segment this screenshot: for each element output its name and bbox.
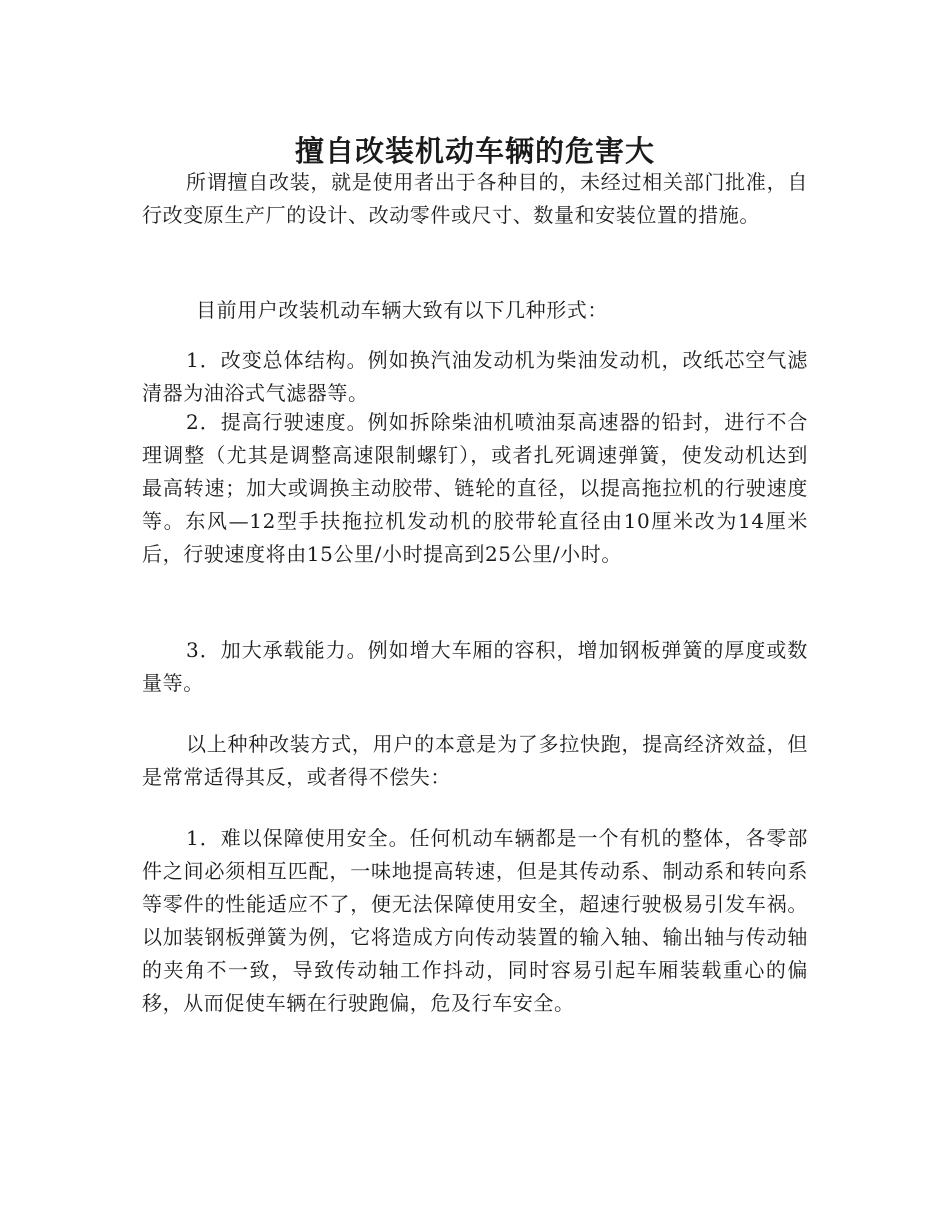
paragraph-form-2: 2．提高行驶速度。例如拆除柴油机喷油泵高速器的铅封，进行不合理调整（尤其是调整高速限制螺钉），或者扎死调速弹簧，使发动机达到最高转速；加大或调换主动胶带、链轮的直径，以提高拖拉机的行驶速度等。东风—12型手扶拖拉机发动机的胶带轮直径由10厘米改为14厘米后，行驶速度将由15公里/小时提高到25公里/小时。 (142, 410, 808, 566)
paragraph-form-3: 3．加大承载能力。例如增大车厢的容积，增加钢板弹簧的厚度或数量等。 (142, 638, 808, 695)
paragraph-forms-intro: 目前用户改装机动车辆大致有以下几种形式： (196, 298, 608, 322)
paragraph-consequences-intro: 以上种种改装方式，用户的本意是为了多拉快跑，提高经济效益，但是常常适得其反，或者得不偿失： (142, 732, 808, 789)
paragraph-form-1: 1．改变总体结构。例如换汽油发动机为柴油发动机，改纸芯空气滤清器为油浴式气滤器等。 (142, 348, 808, 405)
paragraph-consequence-1: 1．难以保障使用安全。任何机动车辆都是一个有机的整体，各零部件之间必须相互匹配，一味地提高转速，但是其传动系、制动系和转向系等零件的性能适应不了，便无法保障使用安全，超速行驶极易引发车祸。以加装钢板弹簧为例，它将造成方向传动装置的输入轴、输出轴与传动轴的夹角不一致，导致传动轴工作抖动，同时容易引起车厢装载重心的偏移，从而促使车辆在行驶跑偏，危及行车安全。 (142, 826, 808, 1015)
document-title: 擅自改装机动车辆的危害大 (294, 134, 655, 169)
paragraph-definition: 所谓擅自改装，就是使用者出于各种目的，未经过相关部门批准，自行改变原生产厂的设计、改动零件或尺寸、数量和安装位置的措施。 (142, 170, 808, 227)
